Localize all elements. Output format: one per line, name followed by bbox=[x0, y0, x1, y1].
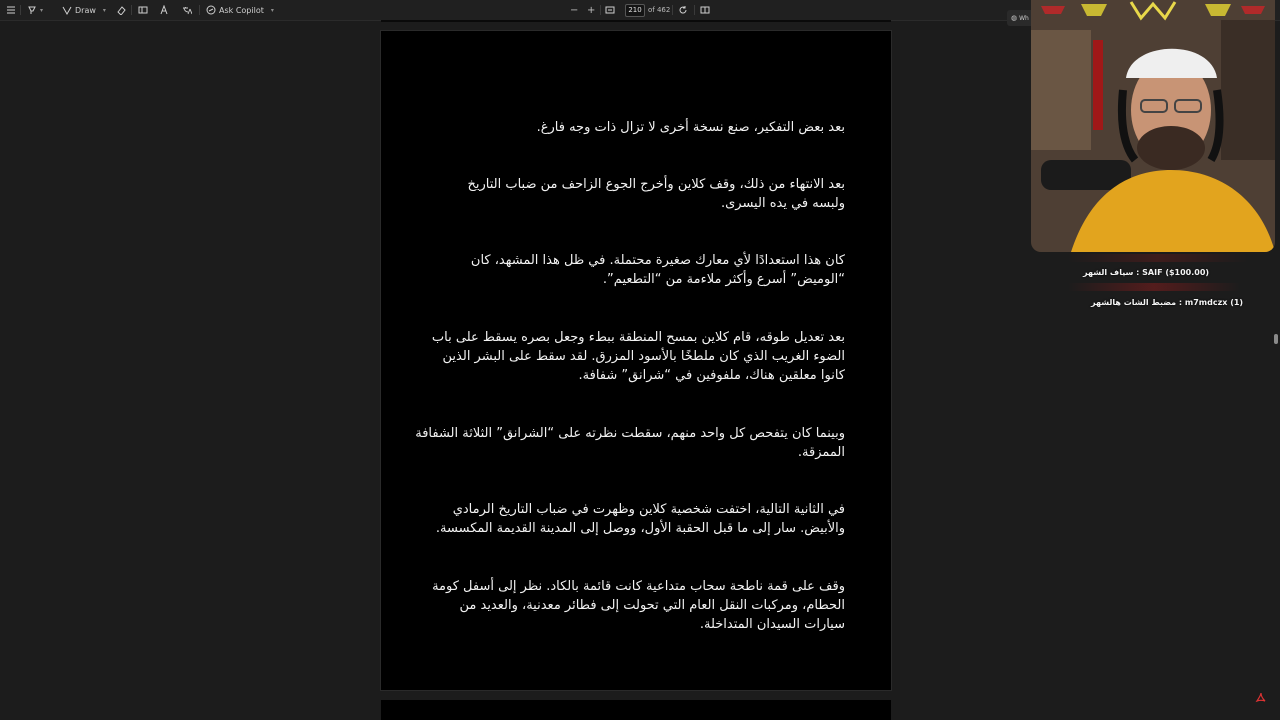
text-line: الممزقة. bbox=[797, 445, 845, 460]
zoom-out-button[interactable] bbox=[570, 0, 578, 20]
text-line: في الثانية التالية، اختفت شخصية كلاين وظهرت في ضباب التاريخ الرمادي bbox=[452, 502, 845, 517]
text-line: الضوء الغريب الذي كان ملطخًا بالأسود المزرق. لقد سقط على البشر الذين bbox=[442, 349, 845, 364]
copilot-icon bbox=[206, 5, 216, 15]
toolbar-divider bbox=[199, 5, 200, 15]
pdf-icon bbox=[1255, 691, 1267, 703]
previous-page-edge bbox=[381, 20, 891, 22]
text-line: والأبيض. سار إلى ما قبل الحقبة الأول، ووصل إلى المدينة القديمة المكسسة. bbox=[435, 521, 845, 536]
plus-icon: + bbox=[587, 4, 596, 16]
text-line: وبينما كان يتفحص كل واحد منهم، سقطت نظرته على “الشرانق” الثلاثة الشفافة bbox=[415, 426, 845, 441]
alert-top-donor: SAIF ($100.00) : سياف الشهر bbox=[1083, 268, 1210, 277]
list-icon bbox=[6, 5, 16, 15]
read-aloud-button[interactable] bbox=[160, 0, 170, 20]
text-line: وقف على قمة ناطحة سحاب متداعية كانت قائمة بالكاد. نظر إلى أسفل كومة bbox=[432, 579, 845, 594]
rotate-button[interactable] bbox=[678, 0, 688, 20]
eraser-icon bbox=[116, 5, 126, 15]
page-view-button[interactable] bbox=[700, 0, 710, 20]
fit-page-icon bbox=[605, 5, 615, 15]
copilot-icon: ◍ bbox=[1011, 14, 1018, 22]
paragraph bbox=[432, 577, 845, 634]
paragraph bbox=[467, 175, 845, 213]
highlight-button[interactable] bbox=[27, 0, 43, 20]
panel-icon bbox=[138, 5, 148, 15]
text-line: سيارات السيدان المتداخلة. bbox=[699, 617, 845, 632]
minus-icon: − bbox=[570, 4, 579, 16]
text-line: الحطام، ومركبات النقل العام التي تحولت إلى فطائر معدنية، والعديد من bbox=[459, 598, 845, 613]
paragraph bbox=[537, 118, 845, 137]
view-button[interactable] bbox=[138, 0, 148, 20]
fit-page-button[interactable] bbox=[605, 0, 615, 20]
draw-label: Draw bbox=[75, 5, 96, 15]
highlighter-icon bbox=[27, 5, 37, 15]
text-line: “الوميض” أسرع وأكثر ملاءمة من “التطعيم”. bbox=[602, 272, 845, 287]
pen-icon bbox=[62, 5, 72, 15]
alert-banner bbox=[1068, 283, 1240, 291]
paragraph bbox=[415, 424, 845, 462]
overlay-logo bbox=[1031, 0, 1275, 22]
page-total: of 462 bbox=[648, 6, 671, 14]
translate-icon bbox=[182, 5, 192, 15]
paragraph bbox=[432, 328, 845, 385]
paragraph bbox=[436, 500, 845, 538]
alert-chat-moderator: m7mdczx (1) : مضبط الشات هالشهر bbox=[1091, 298, 1244, 307]
page-view-icon bbox=[700, 5, 710, 15]
webcam-overlay bbox=[1031, 0, 1275, 252]
text-line: بعد بعض التفكير، صنع نسخة أخرى لا تزال ذات وجه فارغ. bbox=[536, 120, 845, 135]
chevron-down-icon[interactable]: ▾ bbox=[270, 6, 274, 14]
chevron-down-icon[interactable]: ▾ bbox=[102, 6, 106, 14]
next-page bbox=[381, 700, 891, 720]
streamer-figure bbox=[1031, 0, 1275, 252]
ask-copilot-label: Ask Copilot bbox=[219, 5, 264, 15]
text-line: كانوا معلقين هناك، ملفوفين في “شرانق” شفافة. bbox=[578, 368, 845, 383]
alert-banner bbox=[1068, 254, 1248, 262]
text-line: ولبسه في يده اليسرى. bbox=[720, 196, 845, 211]
erase-button[interactable] bbox=[116, 0, 126, 20]
toolbar-divider bbox=[600, 5, 601, 15]
sidebar-tab-label: Wh bbox=[1019, 14, 1029, 22]
contents-button[interactable] bbox=[6, 0, 16, 20]
paragraph bbox=[471, 251, 845, 289]
toolbar-divider bbox=[672, 5, 673, 15]
rotate-icon bbox=[678, 5, 688, 15]
draw-button[interactable] bbox=[62, 0, 106, 20]
read-aloud-icon bbox=[160, 5, 170, 15]
zoom-in-button[interactable] bbox=[587, 0, 595, 20]
text-line: بعد تعديل طوقه، قام كلاين بمسح المنطقة ببطء وجعل بصره يسقط على باب bbox=[431, 330, 845, 345]
pdf-page bbox=[381, 31, 891, 690]
toolbar-divider bbox=[694, 5, 695, 15]
toolbar-divider bbox=[131, 5, 132, 15]
page-number-input[interactable]: 210 bbox=[625, 4, 645, 17]
toolbar-divider bbox=[20, 5, 21, 15]
text-line: كان هذا استعدادًا لأي معارك صغيرة محتملة. في ظل هذا المشهد، كان bbox=[470, 253, 845, 268]
scrollbar-thumb[interactable] bbox=[1274, 334, 1278, 344]
ask-copilot-button[interactable] bbox=[206, 0, 274, 20]
translate-button[interactable] bbox=[182, 0, 192, 20]
chevron-down-icon[interactable]: ▾ bbox=[40, 6, 44, 14]
text-line: بعد الانتهاء من ذلك، وقف كلاين وأخرج الجوع الزاحف من ضباب التاريخ bbox=[467, 177, 845, 192]
